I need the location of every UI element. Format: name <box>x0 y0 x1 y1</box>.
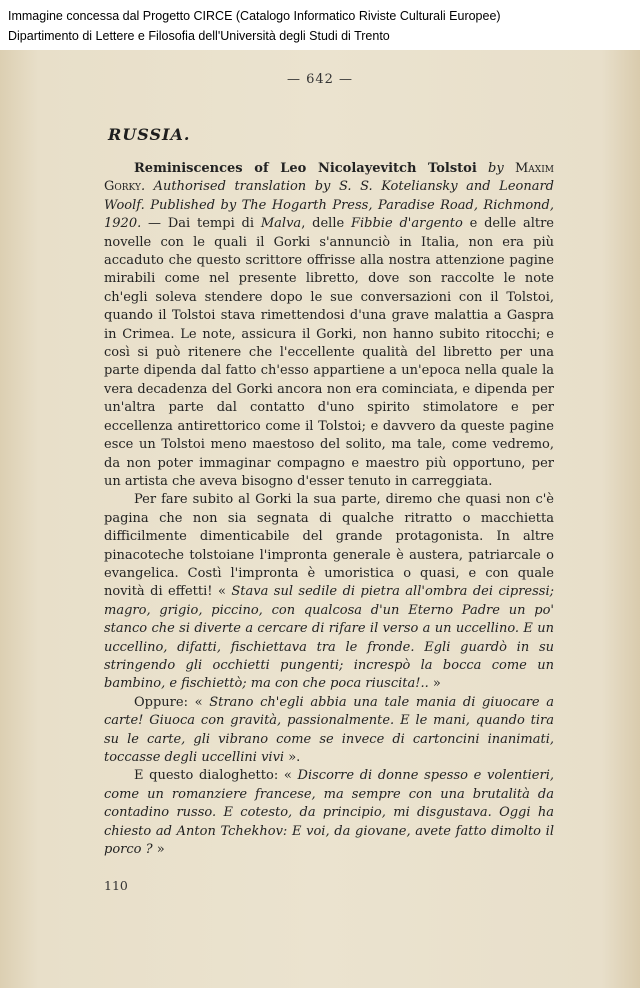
paragraph-1 <box>104 160 554 491</box>
p3-text-end: ». <box>284 750 301 765</box>
p3-quote: Strano ch'egli abbia una tale mania di giuocare a carte! Giuoca con gravità, passionalmente. E le mani, quando tira su le carte, gli vibrano come se invece di cartoncini inanimati, toccasse degli uccellini vivi <box>104 694 554 765</box>
section-heading: RUSSIA. <box>108 125 191 144</box>
book-citation: . Authorised translation by S. S. Koteliansky and Leonard Woolf. Published by The Hogarth Press, Paradise Road, Richmond, 1920. <box>104 179 554 232</box>
p2-text-a: Per fare subito al Gorki la sua parte, diremo che quasi non c'è pagina che non sia segnata di qualche ritratto o macchietta difficilmente dimenticabile del grande protagonista. In altre pinacoteche tolstoiane l'impronta generale è austera, patriarcale o evangelica. Costì l'impronta è umoristica o quasi, e con quale novità di effetti! « <box>104 492 554 600</box>
footer-page-number: 110 <box>104 878 128 893</box>
by-word: by <box>476 161 515 176</box>
source-banner <box>0 0 640 50</box>
work-title-fibbie: Fibbie d'argento <box>350 216 463 232</box>
book-author: Maxim Gorky <box>104 161 554 195</box>
banner-line-2: Dipartimento di Lettere e Filosofia dell'Università degli Studi di Trento <box>8 29 390 43</box>
p3-text-a: Oppure: « <box>134 694 210 710</box>
p4-text-end: » <box>152 842 165 858</box>
scanned-page <box>0 50 640 988</box>
p4-text-a: E questo dialoghetto: « <box>134 768 298 784</box>
p1-text-b: , delle <box>301 216 351 232</box>
book-title: Reminiscences of Leo Nicolayevitch Tolstoi <box>134 161 477 176</box>
p2-quote: Stava sul sedile di pietra all'ombra dei cipressi; magro, grigio, piccino, con qualcosa d'un Eterno Padre un po' stanco che si diverte a cercare di rifare il verso a un uccellino. E un uccellino, difatti, fischiettava tra le fronde. Egli guardò in su stringendo gli occhietti pungenti; increspò la bocca come un bambino, e fischiettò; ma con che poca riuscita!.. <box>104 584 554 692</box>
p1-text-c: e delle altre novelle con le quali il Gorki s'annunciò in Italia, non era più accaduto che questo scrittore offrisse alla nostra attenzione pagine mirabili come nel presente libretto, dove son raccolte le note ch'egli soleva stendere dopo le sue conversazioni con il Tolstoi, quando il Tolstoi stava rimettendosi d'una grave malattia a Gaspra in Crimea. Le note, assicura il Gorki, non hanno subito ritocchi; e così si può ritenere che l'eccellente qualità del libretto per una parte dipenda dal fatto ch'esso appartiene a un'epoca nella quale la vera decadenza del Gorki ancora non era cominciata, e dipenda per un'altra parte dal contatto d'uno spirito stimolatore e per eccellenza antirettorico come il Tolstoi; e davvero da queste pagine esce un Tolstoi meno maestoso del solito, ma tale, come vedremo, da non poter immaginar compagno e maestro più opportuno, per un artista che aveva bisogno d'esser tenuto in carreggiata. <box>104 216 554 489</box>
p4-quote: Discorre di donne spesso e volentieri, come un romanziere francese, ma sempre con una brutalità da contadino russo. E cotesto, da principio, mi disgustava. Oggi ha chiesto ad Anton Tchekhov: E voi, da giovane, avete fatto dimolto il porco ? <box>104 768 554 858</box>
paragraph-4 <box>104 767 554 859</box>
banner-line-1: Immagine concessa dal Progetto CIRCE (Catalogo Informatico Riviste Culturali Europee) <box>8 9 501 23</box>
paragraph-3 <box>104 694 554 768</box>
page-number: — 642 — <box>286 72 354 87</box>
p2-text-end: » <box>428 676 441 692</box>
p1-text-a: — Dai tempi di <box>141 216 261 232</box>
paragraph-2 <box>104 491 554 693</box>
work-title-malva: Malva <box>260 216 302 232</box>
review-body <box>104 160 554 859</box>
